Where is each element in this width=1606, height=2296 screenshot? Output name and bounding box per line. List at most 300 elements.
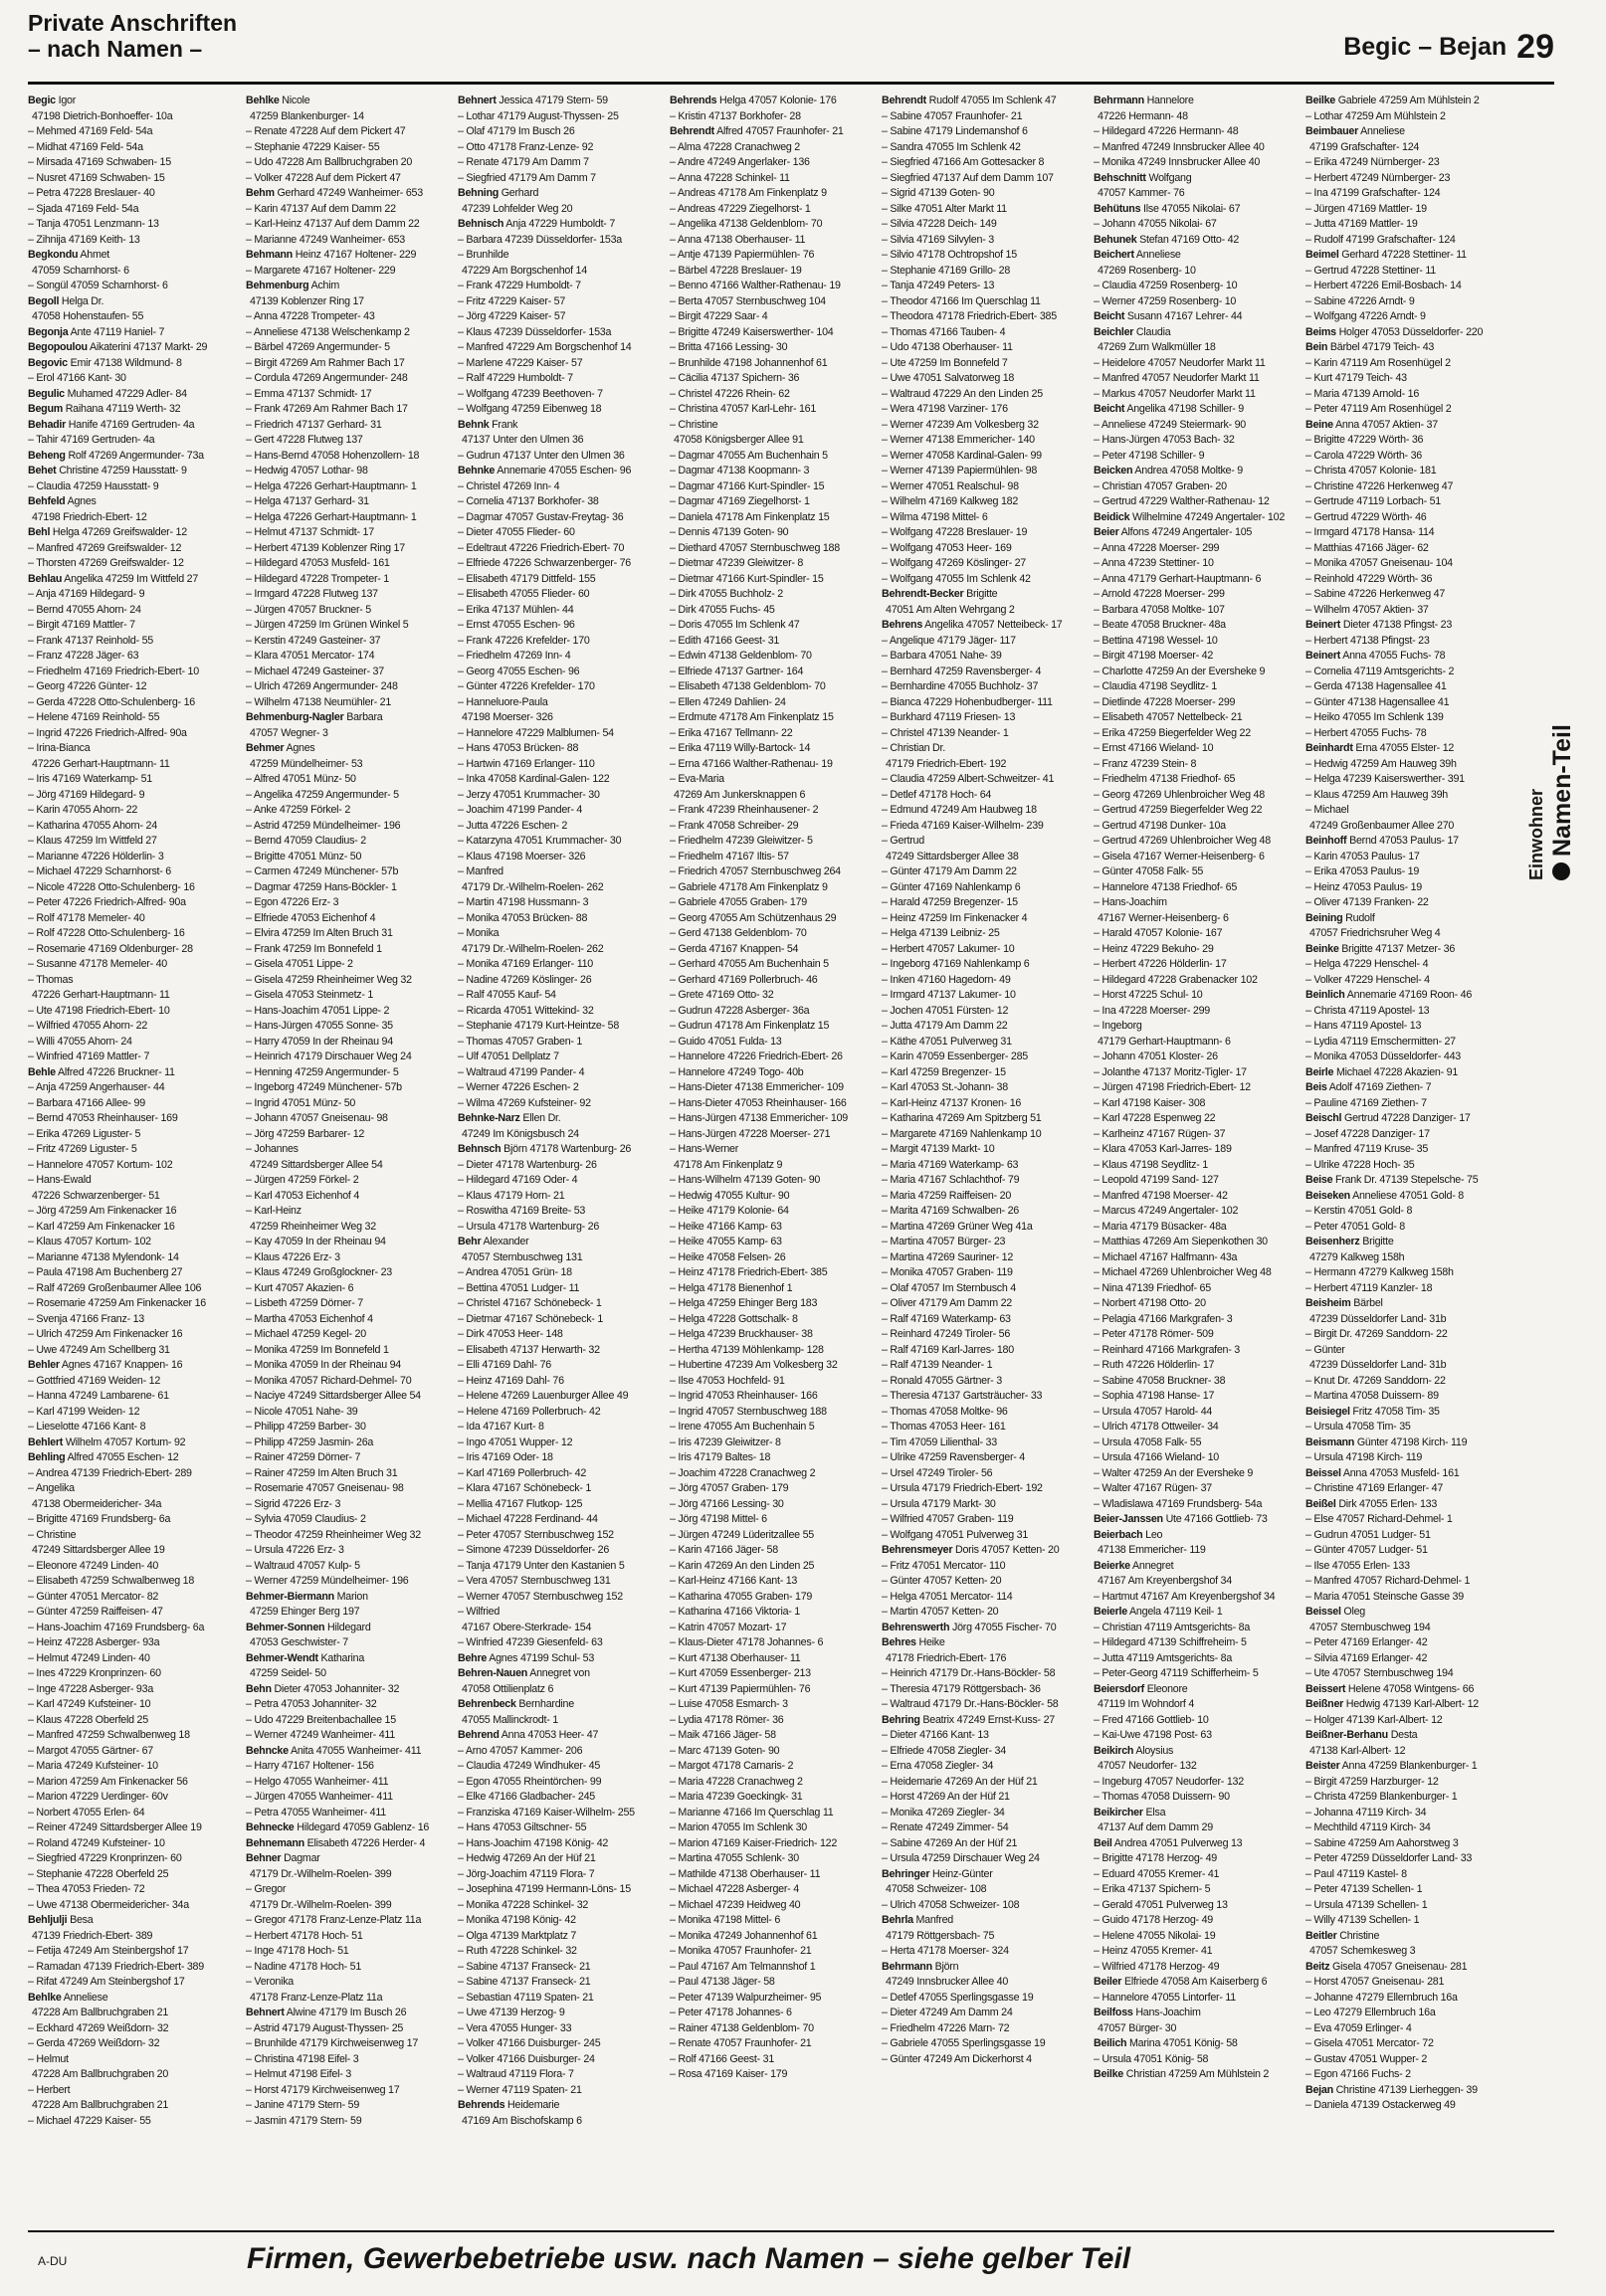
directory-entry — [246, 2036, 446, 2052]
entry-details: – Wilma 47269 Kufsteiner- 92 — [458, 1096, 591, 1109]
directory-entry — [882, 1111, 1082, 1127]
directory-entry — [1305, 1405, 1506, 1421]
entry-details: – Heidelore 47057 Neudorfer Markt 11 — [1094, 356, 1266, 369]
directory-entry — [458, 1790, 658, 1806]
entry-details: – Jörg 47259 Am Finkenacker 16 — [28, 1205, 177, 1217]
entry-surname: Beister — [1305, 1760, 1340, 1772]
directory-entry — [882, 371, 1082, 387]
entry-details: – Emma 47137 Schmidt- 17 — [246, 387, 372, 400]
directory-entry — [458, 1851, 658, 1867]
entry-details: – Karin 47166 Jäger- 58 — [670, 1544, 778, 1556]
directory-entry — [670, 1806, 870, 1821]
directory-entry — [882, 1220, 1082, 1236]
directory-entry — [1305, 1559, 1506, 1575]
directory-entry — [1305, 710, 1506, 726]
directory-entry — [1094, 1343, 1294, 1359]
entry-details: – Frank 47058 Schreiber- 29 — [670, 819, 799, 832]
entry-details: – Dietmar 47239 Gleiwitzer- 8 — [670, 557, 804, 569]
entry-details: – Roswitha 47169 Breite- 53 — [458, 1205, 586, 1217]
directory-entry — [458, 1528, 658, 1544]
section-title-line2: – nach Namen – — [28, 36, 203, 62]
entry-details: – Christine 47226 Herkenweg 47 — [1305, 479, 1454, 492]
entry-details: – Marcus 47249 Angertaler- 102 — [1094, 1205, 1239, 1217]
directory-entry — [246, 1250, 446, 1266]
directory-entry — [28, 1590, 234, 1606]
entry-details: – Helga 47259 Ehinger Berg 183 — [670, 1297, 818, 1309]
entry-details: – Marion 47169 Kaiser-Friedrich- 122 — [670, 1836, 838, 1849]
directory-entry — [246, 233, 446, 249]
entry-details: – Philipp 47259 Barber- 30 — [246, 1421, 366, 1433]
entry-details: – Frieda 47169 Kaiser-Wilhelm- 239 — [882, 819, 1044, 832]
directory-entry — [28, 1713, 234, 1729]
directory-entry — [1094, 449, 1294, 465]
directory-entry — [1094, 217, 1294, 233]
directory-entry — [246, 864, 446, 880]
entry-details: – Eva 47059 Erlinger- 4 — [1305, 2021, 1412, 2034]
directory-entry — [246, 772, 446, 788]
entry-details: – Siegfried 47229 Kronprinzen- 60 — [28, 1852, 182, 1864]
directory-entry — [458, 1281, 658, 1297]
entry-details: Besa — [70, 1914, 94, 1926]
directory-entry — [28, 1405, 234, 1421]
directory-entry — [458, 1173, 658, 1189]
entry-details: Achim — [310, 280, 340, 291]
entry-details: – Christa 47119 Apostel- 13 — [1305, 1004, 1430, 1017]
entry-details: – Johann 47051 Kloster- 26 — [1094, 1051, 1218, 1062]
entry-details: 47179 Dr.-Wilhelm-Roelen- 399 — [250, 1867, 392, 1880]
directory-entry — [670, 572, 870, 588]
directory-entry — [28, 1497, 234, 1513]
entry-details: – Harald 47057 Kolonie- 167 — [1094, 927, 1223, 939]
entry-details: 47279 Kalkweg 158h — [1309, 1250, 1405, 1263]
entry-details: – Hans-Dieter 47053 Rheinhauser- 166 — [670, 1096, 847, 1109]
directory-entry — [246, 340, 446, 356]
directory-entry — [246, 587, 446, 603]
directory-entry — [882, 2006, 1082, 2021]
directory-entry — [458, 186, 658, 202]
directory-entry — [1094, 171, 1294, 187]
directory-entry — [1094, 803, 1294, 819]
entry-details: – Ellen 47249 Dahlien- 24 — [670, 695, 786, 708]
directory-entry — [246, 1358, 446, 1374]
directory-entry — [882, 1296, 1082, 1312]
entry-details: – Nicole 47228 Otto-Schulenberg- 16 — [28, 880, 195, 893]
directory-entry — [1305, 541, 1506, 557]
entry-details: – Barbara 47239 Düsseldorfer- 153a — [458, 233, 622, 246]
entry-details: Helga Dr. — [61, 294, 104, 307]
directory-entry — [1094, 371, 1294, 387]
directory-entry — [246, 1481, 446, 1497]
directory-entry — [458, 834, 658, 850]
directory-entry — [670, 1790, 870, 1806]
directory-entry — [882, 1142, 1082, 1158]
entry-details: – Songül 47059 Scharnhorst- 6 — [28, 280, 168, 291]
directory-entry — [670, 1481, 870, 1497]
entry-details: Igor — [58, 95, 77, 106]
directory-entry — [28, 1635, 234, 1651]
directory-entry — [670, 850, 870, 865]
directory-entry — [28, 1744, 234, 1760]
entry-surname: Beikircher — [1094, 1806, 1143, 1818]
entry-details: 47057 Wegner- 3 — [250, 726, 328, 739]
entry-surname: Beil — [1094, 1836, 1112, 1849]
entry-details: – Sabine 47137 Franseck- 21 — [458, 1960, 591, 1973]
directory-entry — [28, 233, 234, 249]
directory-entry — [246, 1559, 446, 1575]
entry-details: – Helga 47228 Gottschalk- 8 — [670, 1312, 798, 1325]
entry-details: – Johanne 47279 Ellernbruch 16a — [1305, 1991, 1458, 2004]
entry-details: – Herbert 47138 Pfingst- 23 — [1305, 634, 1430, 647]
entry-details: – Irmgard 47137 Lakumer- 10 — [882, 989, 1016, 1001]
directory-entry — [670, 1080, 870, 1096]
entry-details: – Martina 47057 Bürger- 23 — [882, 1236, 1006, 1247]
directory-entry — [1094, 1744, 1294, 1760]
entry-surname: Begum — [28, 403, 63, 415]
directory-entry — [458, 1158, 658, 1174]
entry-details: – Klaus 47249 Großglockner- 23 — [246, 1266, 392, 1278]
directory-entry — [246, 1851, 446, 1867]
directory-entry — [246, 402, 446, 418]
entry-details: – Paul 47119 Kastel- 8 — [1305, 1867, 1407, 1880]
directory-entry — [28, 973, 234, 989]
entry-details: – Jasmin 47179 Stern- 59 — [246, 2114, 362, 2127]
directory-entry — [882, 587, 1082, 603]
directory-entry — [1305, 1929, 1506, 1945]
directory-entry — [1305, 1790, 1506, 1806]
entry-details: – Marianne 47166 Im Querschlag 11 — [670, 1806, 834, 1818]
directory-entry — [882, 834, 1082, 850]
directory-entry — [246, 2006, 446, 2021]
entry-details: – Sigrid 47139 Goten- 90 — [882, 187, 995, 199]
entry-details: – Birgit 47259 Harzburger- 12 — [1305, 1775, 1439, 1788]
directory-entry — [28, 464, 234, 479]
entry-details: – Wolfgang 47269 Köslinger- 27 — [882, 557, 1027, 569]
directory-entry — [458, 1343, 658, 1359]
entry-details: – Kurt 47059 Essenberger- 213 — [670, 1667, 811, 1679]
directory-entry — [882, 1559, 1082, 1575]
name-range: Begic – Bejan — [1343, 33, 1507, 61]
directory-entry — [670, 864, 870, 880]
entry-surname: Behling — [28, 1451, 66, 1463]
entry-surname: Beißel — [1305, 1497, 1336, 1510]
entry-details: – Rainer 47259 Im Alten Bruch 31 — [246, 1466, 398, 1479]
directory-entry — [670, 294, 870, 310]
entry-details: – Erna 47058 Ziegler- 34 — [882, 1760, 994, 1772]
directory-entry — [882, 1697, 1082, 1713]
directory-entry — [458, 294, 658, 310]
entry-details: – Theodor 47166 Im Querschlag 11 — [882, 294, 1041, 307]
entry-details: – Udo 47138 Oberhauser- 11 — [882, 341, 1013, 353]
directory-entry — [1094, 587, 1294, 603]
entry-details: – Dennis 47139 Goten- 90 — [670, 526, 789, 538]
entry-details: – Werner 47051 Realschul- 98 — [882, 479, 1019, 492]
directory-entry — [246, 1065, 446, 1081]
entry-details: – Waltraud 47057 Kulp- 5 — [246, 1559, 360, 1572]
entry-details: – Dieter 47055 Flieder- 60 — [458, 526, 575, 538]
entry-details: – Günter 47058 Falk- 55 — [1094, 865, 1204, 877]
entry-details: – Manfred 47259 Schwalbenweg 18 — [28, 1729, 190, 1741]
directory-entry — [458, 1682, 658, 1698]
directory-entry — [1094, 541, 1294, 557]
directory-entry — [246, 1744, 446, 1760]
directory-entry — [1094, 726, 1294, 742]
directory-entry — [28, 1250, 234, 1266]
entry-details: 47053 Geschwister- 7 — [250, 1636, 348, 1648]
entry-details: – Gertrud 47229 Walther-Rathenau- 12 — [1094, 495, 1270, 507]
directory-entry — [1094, 772, 1294, 788]
directory-entry — [458, 202, 658, 218]
directory-entry — [1305, 957, 1506, 973]
directory-entry — [458, 217, 658, 233]
entry-details: – Kai-Uwe 47198 Post- 63 — [1094, 1729, 1212, 1741]
entry-details: Jessica 47179 Stern- 59 — [499, 95, 608, 106]
entry-details: – Gisela 47167 Werner-Heisenberg- 6 — [1094, 850, 1265, 862]
directory-entry — [246, 1882, 446, 1898]
entry-details: – Egon 47166 Fuchs- 2 — [1305, 2068, 1411, 2080]
entry-details: Fritz 47058 Tim- 35 — [1352, 1405, 1440, 1418]
directory-entry — [1305, 340, 1506, 356]
directory-entry — [1305, 1481, 1506, 1497]
entry-details: 47057 Schemkesweg 3 — [1309, 1945, 1416, 1957]
directory-entry — [882, 1281, 1082, 1297]
directory-entry — [882, 1806, 1082, 1821]
entry-details: – Karl 47198 Kaiser- 308 — [1094, 1096, 1206, 1109]
directory-entry — [882, 155, 1082, 171]
entry-details: – Kurt 47057 Akazien- 6 — [246, 1281, 354, 1294]
directory-entry — [28, 726, 234, 742]
directory-entry — [1305, 1759, 1506, 1775]
entry-details: – Iris 47239 Gleiwitzer- 8 — [670, 1435, 781, 1448]
directory-entry — [1094, 510, 1294, 526]
entry-surname: Behrmann — [1094, 95, 1144, 106]
directory-entry — [670, 942, 870, 958]
directory-entry — [670, 957, 870, 973]
directory-entry — [670, 1004, 870, 1020]
directory-entry — [458, 510, 658, 526]
directory-entry — [670, 988, 870, 1004]
directory-entry — [246, 1975, 446, 1991]
entry-details: – Sigrid 47226 Erz- 3 — [246, 1497, 341, 1510]
directory-entry — [670, 1820, 870, 1836]
directory-entry — [882, 1420, 1082, 1435]
directory-entry — [882, 294, 1082, 310]
entry-details: Elsa — [1145, 1806, 1166, 1818]
entry-details: – Jochen 47051 Fürsten- 12 — [882, 1004, 1009, 1017]
entry-details: – Renate 47179 Am Damm 7 — [458, 156, 589, 168]
entry-details: – Dieter 47249 Am Damm 24 — [882, 2007, 1013, 2018]
directory-entry — [1094, 741, 1294, 757]
entry-details: – Karin 47137 Auf dem Damm 22 — [246, 202, 396, 215]
entry-details: – Gerhard 47055 Am Buchenhain 5 — [670, 958, 829, 970]
directory-entry — [28, 1882, 234, 1898]
entry-details: – Georg 47055 Eschen- 96 — [458, 665, 580, 677]
directory-entry — [1305, 1327, 1506, 1343]
entry-details: – Margarete 47167 Holtener- 229 — [246, 264, 396, 277]
directory-entry — [246, 479, 446, 495]
directory-entry — [1094, 479, 1294, 495]
entry-details: – Hertha 47139 Möhlenkamp- 128 — [670, 1343, 824, 1356]
entry-details: – Siegfried 47179 Am Damm 7 — [458, 171, 596, 184]
entry-details: – Birgit 47269 Am Rahmer Bach 17 — [246, 356, 405, 369]
entry-details: – Monika 47057 Gneisenau- 104 — [1305, 557, 1453, 569]
entry-details: Alwine 47179 Im Busch 26 — [286, 2007, 407, 2018]
directory-entry — [1305, 1666, 1506, 1682]
directory-entry — [882, 618, 1082, 634]
directory-entry — [246, 1173, 446, 1189]
entry-details: Katharina — [320, 1651, 365, 1664]
directory-entry — [1094, 1035, 1294, 1051]
directory-entry — [1094, 973, 1294, 989]
directory-entry — [670, 356, 870, 372]
entry-details: – Monika 47059 In der Rheinau 94 — [246, 1359, 401, 1371]
directory-entry — [1094, 1142, 1294, 1158]
directory-entry — [458, 1867, 658, 1883]
entry-details: – Helmut 47137 Schmidt- 17 — [246, 526, 374, 538]
directory-entry — [1305, 479, 1506, 495]
entry-details: – Diethard 47057 Sternbuschweg 188 — [670, 541, 840, 554]
directory-entry — [1305, 1450, 1506, 1466]
directory-entry — [1094, 1512, 1294, 1528]
entry-details: – Beate 47058 Bruckner- 48a — [1094, 619, 1226, 631]
entry-details: Muhamed 47229 Adler- 84 — [67, 387, 187, 400]
entry-details: – Heinrich 47179 Dirschauer Weg 24 — [246, 1051, 412, 1062]
entry-details: Annemarie 47169 Roon- 46 — [1346, 989, 1473, 1001]
entry-details: – Elfriede 47053 Eichenhof 4 — [246, 911, 376, 924]
directory-entry — [1305, 1682, 1506, 1698]
directory-entry — [246, 788, 446, 804]
directory-entry — [670, 2006, 870, 2021]
entry-details: – Bernhardine 47055 Buchholz- 37 — [882, 680, 1039, 692]
entry-details: – Frank 47269 Am Rahmer Bach 17 — [246, 403, 408, 415]
entry-details: – Hans 47053 Giltschner- 55 — [458, 1821, 587, 1833]
entry-details: – Rosemarie 47057 Gneisenau- 98 — [246, 1482, 404, 1494]
entry-details: – Werner 47226 Eschen- 2 — [458, 1081, 579, 1093]
directory-entry — [670, 171, 870, 187]
directory-entry — [28, 1960, 234, 1976]
entry-details: – Michael 47269 Uhlenbroicher Weg 48 — [1094, 1266, 1272, 1278]
entry-details: – Marita 47169 Schwalben- 26 — [882, 1205, 1019, 1217]
directory-entry — [28, 94, 234, 109]
directory-entry — [882, 1374, 1082, 1390]
entry-details: – Herbert 47057 Lakumer- 10 — [882, 942, 1015, 955]
entry-surname: Behrmann — [882, 1960, 932, 1973]
directory-entry — [458, 1142, 658, 1158]
directory-entry — [670, 1867, 870, 1883]
entry-details: 47269 Rosenberg- 10 — [1098, 264, 1196, 277]
directory-entry — [458, 1466, 658, 1482]
directory-entry — [28, 1327, 234, 1343]
directory-entry — [458, 449, 658, 465]
directory-entry — [246, 1080, 446, 1096]
entry-details: Bärbel — [1353, 1297, 1383, 1309]
entry-details: 47226 Gerhart-Hauptmann- 11 — [32, 757, 170, 770]
directory-entry — [882, 1867, 1082, 1883]
entry-details: – Charlotte 47259 An der Eversheke 9 — [1094, 665, 1266, 677]
entry-details: Gerhard 47228 Stettiner- 11 — [1341, 249, 1467, 261]
entry-details: – Klaus 47198 Seydlitz- 1 — [1094, 1158, 1208, 1171]
entry-details: 47249 Innsbrucker Allee 40 — [886, 1976, 1009, 1988]
directory-entry — [882, 1327, 1082, 1343]
directory-entry — [1094, 124, 1294, 140]
directory-entry — [1094, 1281, 1294, 1297]
entry-details: – Jürgen 47057 Bruckner- 5 — [246, 603, 371, 616]
entry-details: – Heinz 47228 Asberger- 93a — [28, 1636, 160, 1648]
entry-details: – Egon 47055 Rheintörchen- 99 — [458, 1775, 602, 1788]
entry-details: – Christa 47259 Blankenburger- 1 — [1305, 1791, 1458, 1803]
directory-entry — [246, 1327, 446, 1343]
entry-details: – Heiko 47055 Im Schlenk 139 — [1305, 711, 1444, 723]
entry-surname: Behrenbeck — [458, 1698, 516, 1710]
entry-details: – Erika 47053 Paulus- 19 — [1305, 865, 1420, 877]
entry-surname: Beitler — [1305, 1929, 1337, 1942]
directory-entry — [670, 1851, 870, 1867]
directory-entry — [458, 973, 658, 989]
entry-details: – Burkhard 47119 Friesen- 13 — [882, 711, 1016, 723]
entry-details: – Uwe 47138 Obermeidericher- 34a — [28, 1898, 189, 1911]
directory-entry — [28, 1220, 234, 1236]
entry-details: – Matthias 47269 Am Siepenkothen 30 — [1094, 1236, 1268, 1247]
entry-details: Gerhard 47249 Wanheimer- 653 — [277, 187, 423, 199]
entry-details: – Ursula 47058 Tim- 35 — [1305, 1421, 1411, 1433]
entry-details: – Hans-Joachim 47051 Lippe- 2 — [246, 1004, 390, 1017]
directory-entry — [882, 1960, 1082, 1976]
directory-entry — [28, 1173, 234, 1189]
directory-entry — [458, 1621, 658, 1636]
entry-details: – Carola 47229 Wörth- 36 — [1305, 449, 1422, 462]
entry-details: 47199 Grafschafter- 124 — [1309, 140, 1420, 153]
directory-entry — [246, 665, 446, 680]
directory-entry — [246, 1019, 446, 1035]
entry-details: 47137 Unter den Ulmen 36 — [462, 434, 584, 446]
directory-entry — [458, 634, 658, 650]
directory-entry — [1094, 1559, 1294, 1575]
entry-details: Agnes — [286, 742, 315, 754]
entry-surname: Behler — [28, 1359, 60, 1371]
directory-entry — [1305, 1991, 1506, 2007]
directory-entry — [882, 1790, 1082, 1806]
directory-entry — [1305, 1543, 1506, 1559]
entry-details: – Irene 47055 Am Buchenhain 5 — [670, 1421, 815, 1433]
directory-entry — [246, 171, 446, 187]
directory-entry — [1305, 741, 1506, 757]
directory-entry — [458, 340, 658, 356]
directory-entry — [670, 757, 870, 773]
directory-entry — [882, 1991, 1082, 2007]
entry-details: – Jutta 47226 Eschen- 2 — [458, 819, 568, 832]
entry-surname: Behrensmeyer — [882, 1544, 953, 1556]
directory-entry — [1094, 1435, 1294, 1451]
entry-details: – Vera 47057 Sternbuschweg 131 — [458, 1575, 611, 1587]
entry-details: – Gertrud 47198 Dunker- 10a — [1094, 819, 1226, 832]
directory-entry — [458, 1220, 658, 1236]
entry-details: – Ute 47259 Im Bonnefeld 7 — [882, 356, 1008, 369]
entry-surname: Beilke — [1094, 2068, 1123, 2080]
directory-entry — [882, 233, 1082, 249]
entry-details: – Marianne 47226 Hölderlin- 3 — [28, 850, 164, 862]
directory-entry — [246, 834, 446, 850]
entry-details: – Elisabeth 47138 Geldenblom- 70 — [670, 680, 826, 692]
entry-surname: Behmenburg-Nagler — [246, 711, 344, 723]
entry-details: – Wilhelm 47138 Neumühler- 21 — [246, 695, 392, 708]
entry-details: – Ralf 47055 Kauf- 54 — [458, 989, 556, 1001]
directory-entry — [670, 1220, 870, 1236]
entry-details: – Mellia 47167 Flutkop- 125 — [458, 1497, 583, 1510]
entry-details: – Helga 47051 Mercator- 114 — [882, 1590, 1013, 1603]
directory-entry — [882, 819, 1082, 835]
directory-entry — [670, 1913, 870, 1929]
directory-entry — [670, 402, 870, 418]
directory-entry — [28, 1867, 234, 1883]
